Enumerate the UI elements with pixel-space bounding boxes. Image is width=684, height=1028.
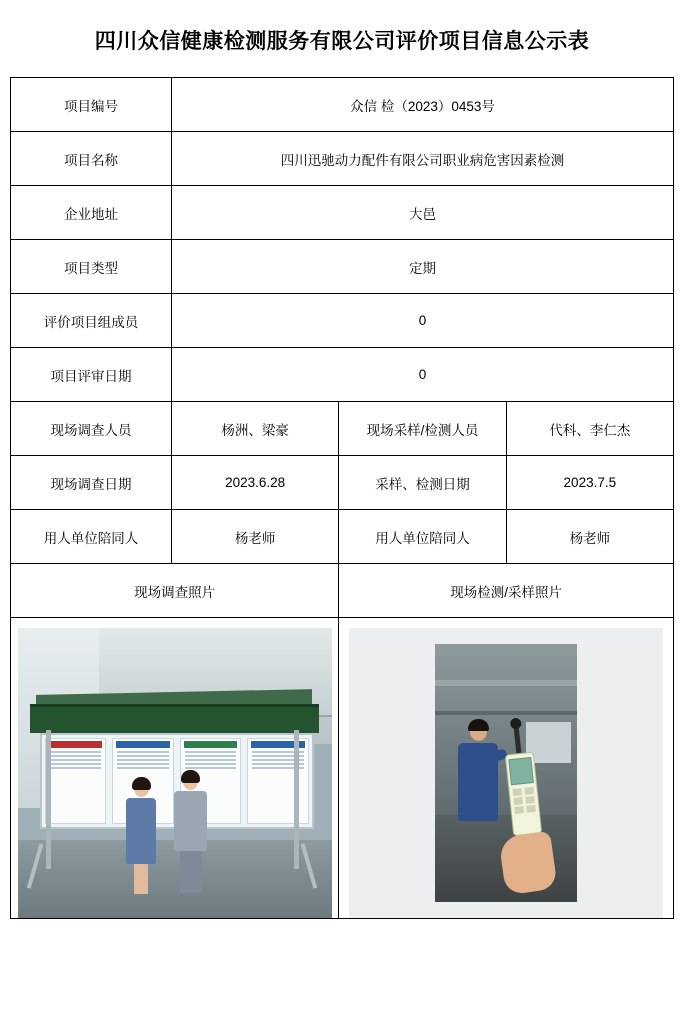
photo-row — [11, 618, 674, 919]
board-line — [117, 767, 169, 769]
person-head — [183, 773, 198, 790]
site-survey-photo — [18, 628, 332, 918]
meter-screen — [508, 757, 534, 785]
row-label-left: 用人单位陪同人 — [11, 510, 172, 564]
row-value: 0 — [172, 294, 674, 348]
row-value-left: 2023.6.28 — [172, 456, 339, 510]
row-label: 项目类型 — [11, 240, 172, 294]
row-label: 项目编号 — [11, 78, 172, 132]
table-row — [11, 78, 674, 132]
photo-header-left: 现场调查照片 — [11, 564, 339, 618]
table-row — [11, 186, 674, 240]
table-row — [11, 510, 674, 564]
person-legs — [134, 864, 148, 894]
table-row — [11, 456, 674, 510]
person-legs — [180, 851, 202, 893]
row-value: 四川迅驰动力配件有限公司职业病危害因素检测 — [172, 132, 674, 186]
board-panel — [45, 738, 107, 825]
row-value: 众信 检（2023）0453号 — [172, 78, 674, 132]
page-title: 四川众信健康检测服务有限公司评价项目信息公示表 — [94, 30, 590, 53]
photo-worker — [455, 722, 501, 842]
photo-person-male — [172, 773, 210, 895]
table-row — [11, 294, 674, 348]
row-value-right: 杨老师 — [506, 510, 673, 564]
board-post — [294, 730, 299, 869]
row-label: 项目评审日期 — [11, 348, 172, 402]
board-panel-header — [116, 741, 170, 748]
board-line — [50, 759, 102, 761]
row-label: 评价项目组成员 — [11, 294, 172, 348]
person-body — [126, 798, 156, 864]
board-line — [185, 759, 237, 761]
row-value-left: 杨老师 — [172, 510, 339, 564]
row-label-left: 现场调查日期 — [11, 456, 172, 510]
board-post — [46, 730, 51, 869]
row-label: 企业地址 — [11, 186, 172, 240]
photo-canopy — [30, 704, 319, 733]
photo-header-right: 现场检测/采样照片 — [339, 564, 674, 618]
person-head — [134, 780, 149, 797]
board-line — [50, 751, 102, 753]
photo-cell-right — [339, 618, 674, 919]
worker-hair — [468, 719, 489, 731]
board-panel — [247, 738, 309, 825]
board-line — [185, 767, 237, 769]
table-row — [11, 240, 674, 294]
row-value-right: 代科、李仁杰 — [506, 402, 673, 456]
board-panel-header — [184, 741, 238, 748]
board-line — [185, 755, 237, 757]
photo-cell-left — [11, 618, 339, 919]
row-value: 大邑 — [172, 186, 674, 240]
board-panel-header — [49, 741, 103, 748]
photo-header-row — [11, 564, 674, 618]
row-value-right: 2023.7.5 — [506, 456, 673, 510]
detection-photo — [435, 644, 577, 902]
table-row — [11, 348, 674, 402]
board-line — [117, 751, 169, 753]
photo-beam — [435, 711, 577, 715]
row-value-left: 杨洲、梁豪 — [172, 402, 339, 456]
photo-person-female — [124, 780, 158, 895]
row-label: 项目名称 — [11, 132, 172, 186]
meter-keypad — [512, 787, 536, 823]
person-hair — [132, 777, 151, 790]
row-label-left: 现场调查人员 — [11, 402, 172, 456]
board-line — [50, 755, 102, 757]
row-value: 定期 — [172, 240, 674, 294]
person-hair — [181, 770, 200, 783]
board-line — [50, 767, 102, 769]
project-info-table — [10, 77, 674, 919]
board-line — [117, 763, 169, 765]
row-label-right: 采样、检测日期 — [339, 456, 506, 510]
photo-beam — [435, 680, 577, 686]
row-label-right: 用人单位陪同人 — [339, 510, 506, 564]
photo-hand — [498, 831, 558, 896]
row-value: 0 — [172, 348, 674, 402]
person-body — [174, 791, 207, 851]
board-line — [117, 755, 169, 757]
table-row — [11, 402, 674, 456]
board-line — [185, 751, 237, 753]
board-line — [185, 763, 237, 765]
board-line — [117, 759, 169, 761]
table-row — [11, 132, 674, 186]
detection-photo-frame — [349, 628, 663, 918]
worker-head — [470, 722, 487, 741]
row-label-right: 现场采样/检测人员 — [339, 402, 506, 456]
board-line — [50, 763, 102, 765]
